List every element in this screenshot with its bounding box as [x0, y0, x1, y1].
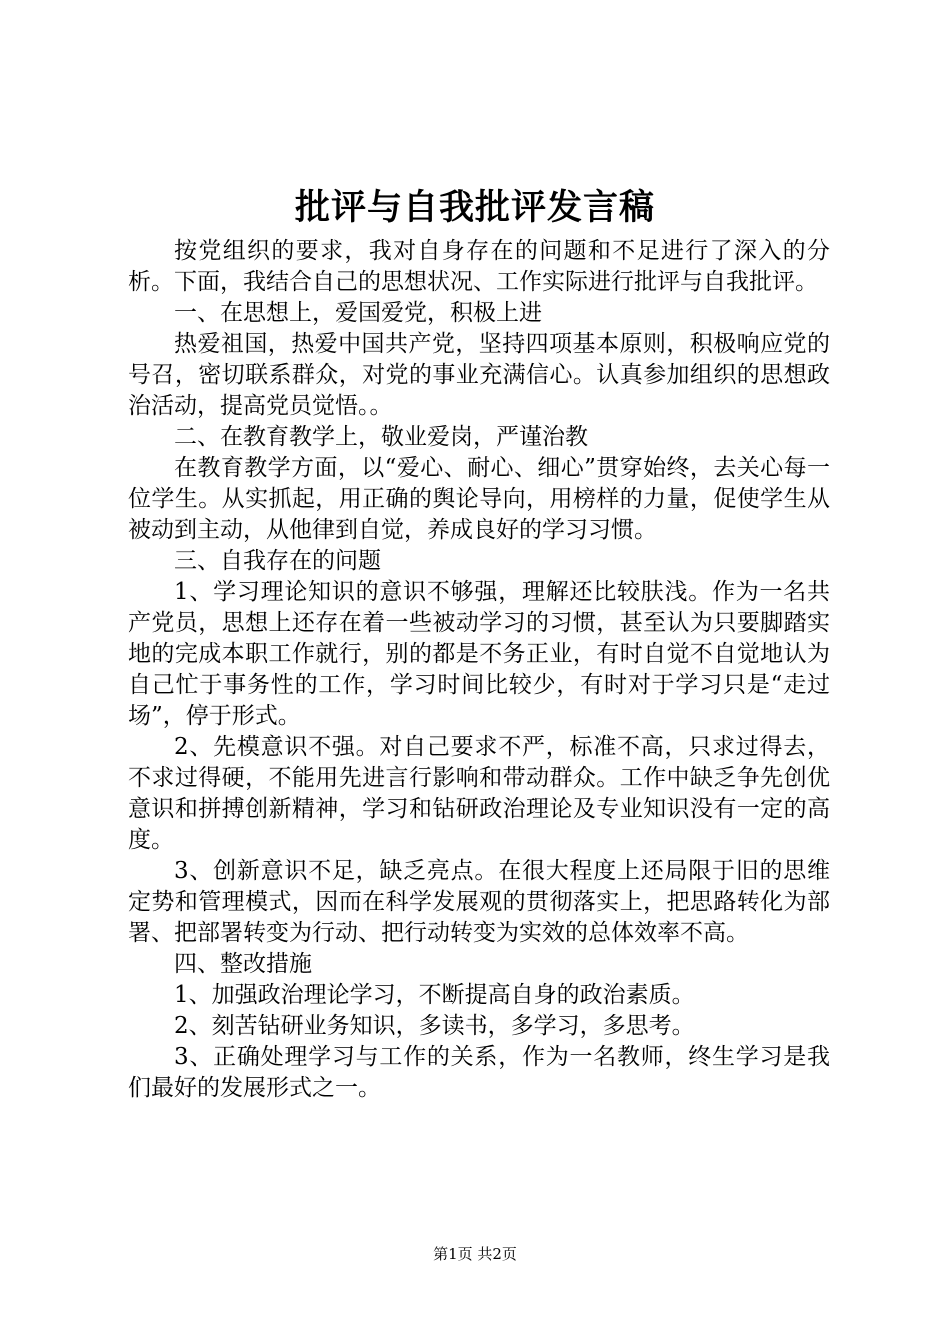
section-2-paragraph: 在教育教学方面，以“爱心、耐心、细心”贯穿始终，去关心每一位学生。从实抓起，用正确的舆论导向，用榜样的力量，促使学生从被动到主动，从他律到自觉，养成良好的学习习惯。: [128, 455, 830, 543]
section-1-paragraph: 热爱祖国，热爱中国共产党，坚持四项基本原则，积极响应党的号召，密切联系群众，对党的事业充满信心。认真参加组织的思想政治活动，提高党员觉悟。。: [128, 331, 830, 419]
page-footer: 第1页 共2页: [433, 1245, 517, 1263]
document-title: 批评与自我批评发言稿: [294, 187, 655, 228]
section-heading-4: 四、整改措施: [174, 951, 312, 977]
problem-item-2: 2、先模意识不强。对自己要求不严，标准不高，只求过得去，不求过得硬，不能用先进言行影响和带动群众。工作中缺乏争先创优意识和拼搏创新精神，学习和钻研政治理论及专业知识没有一定的高度。: [128, 734, 830, 853]
measure-item-1: 1、加强政治理论学习，不断提高自身的政治素质。: [174, 982, 695, 1008]
intro-paragraph: 按党组织的要求，我对自身存在的问题和不足进行了深入的分析。下面，我结合自己的思想状况、工作实际进行批评与自我批评。: [128, 238, 830, 295]
measure-item-3: 3、正确处理学习与工作的关系，作为一名教师，终生学习是我们最好的发展形式之一。: [128, 1044, 830, 1101]
section-heading-2: 二、在教育教学上，敬业爱岗，严谨治教: [174, 424, 588, 450]
problem-item-1: 1、学习理论知识的意识不够强，理解还比较肤浅。作为一名共产党员，思想上还存在着一些被动学习的习惯，甚至认为只要脚踏实地的完成本职工作就行，别的都是不务正业，有时自觉不自觉地认为自己忙于事务性的工作，学习时间比较少，有时对于学习只是“走过场”，停于形式。: [128, 579, 830, 729]
section-heading-3: 三、自我存在的问题: [174, 548, 381, 574]
problem-item-3: 3、创新意识不足，缺乏亮点。在很大程度上还局限于旧的思维定势和管理模式，因而在科学发展观的贯彻落实上，把思路转化为部署、把部署转变为行动、把行动转变为实效的总体效率不高。: [128, 858, 830, 946]
document-body: [128, 236, 830, 1104]
measure-item-2: 2、刻苦钻研业务知识，多读书，多学习，多思考。: [174, 1013, 695, 1039]
section-heading-1: 一、在思想上，爱国爱党，积极上进: [174, 300, 542, 326]
